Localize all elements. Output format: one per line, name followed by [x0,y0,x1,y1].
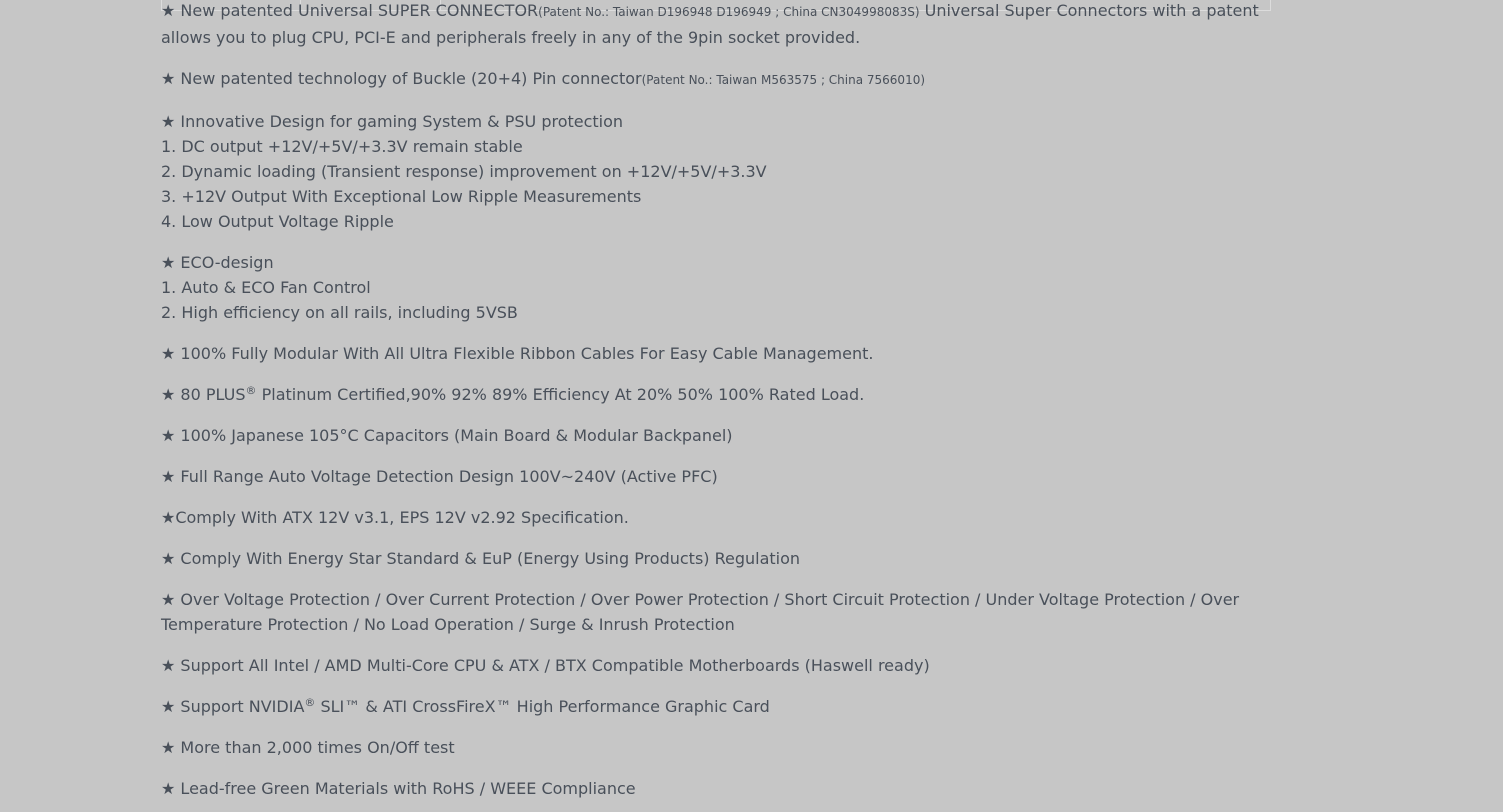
feature-subitem: 2. Dynamic loading (Transient response) improvement on +12V/+5V/+3.3V [161,162,767,181]
feature-buckle-connector [161,66,1271,93]
feature-eco-design [161,250,1271,325]
feature-text: Universal Super Connectors with a patent allows you to plug CPU, PCI-E and peripherals freely in any of the 9pin socket provided. [161,1,1259,47]
feature-voltage-detection: ★ Full Range Auto Voltage Detection Design 100V~240V (Active PFC) [161,467,718,486]
feature-protections: ★ Over Voltage Protection / Over Current Protection / Over Power Protection / Short Circuit Protection / Under Voltage Protection / Over Temperature Protection / No Load Operation / Surge & Inrush Protection [161,590,1240,634]
feature-heading: ★ Innovative Design for gaming System & PSU protection [161,112,624,131]
feature-onoff-test: ★ More than 2,000 times On/Off test [161,738,455,757]
patent-number: (Patent No.: Taiwan D196948 D196949 ; China CN304998083S) [538,5,920,19]
feature-atx-compliance: ★Comply With ATX 12V v3.1, EPS 12V v2.92 Specification. [161,508,629,527]
feature-text: ★ 80 PLUS [161,385,246,404]
feature-text: ★ New patented Universal SUPER CONNECTOR [161,1,539,20]
feature-innovative-design [161,109,1271,234]
feature-subitem: 1. Auto & ECO Fan Control [161,278,371,297]
feature-energy-star: ★ Comply With Energy Star Standard & EuP (Energy Using Products) Regulation [161,549,801,568]
feature-text: ★ New patented technology of Buckle (20+4) Pin connector [161,69,642,88]
feature-gpu-support [161,694,1271,719]
feature-subitem: 1. DC output +12V/+5V/+3.3V remain stable [161,137,523,156]
feature-text: ★ Support NVIDIA [161,697,305,716]
feature-rohs: ★ Lead-free Green Materials with RoHS / WEEE Compliance [161,779,636,798]
feature-subitem: 4. Low Output Voltage Ripple [161,212,394,231]
registered-mark: ® [304,696,316,709]
feature-80plus [161,382,1271,407]
feature-text: SLI™ & ATI CrossFireX™ High Performance Graphic Card [315,697,770,716]
feature-heading: ★ ECO-design [161,253,274,272]
feature-capacitors: ★ 100% Japanese 105°C Capacitors (Main Board & Modular Backpanel) [161,426,733,445]
feature-text: Platinum Certified,90% 92% 89% Efficiency At 20% 50% 100% Rated Load. [256,385,865,404]
patent-number: (Patent No.: Taiwan M563575 ; China 7566010) [641,73,926,87]
feature-list [161,0,1271,812]
registered-mark: ® [245,384,257,397]
feature-cpu-support: ★ Support All Intel / AMD Multi-Core CPU & ATX / BTX Compatible Motherboards (Haswell ready) [161,656,930,675]
feature-super-connector [161,0,1271,50]
feature-modular: ★ 100% Fully Modular With All Ultra Flexible Ribbon Cables For Easy Cable Management. [161,344,874,363]
feature-subitem: 2. High efficiency on all rails, including 5VSB [161,303,518,322]
feature-subitem: 3. +12V Output With Exceptional Low Ripple Measurements [161,187,642,206]
